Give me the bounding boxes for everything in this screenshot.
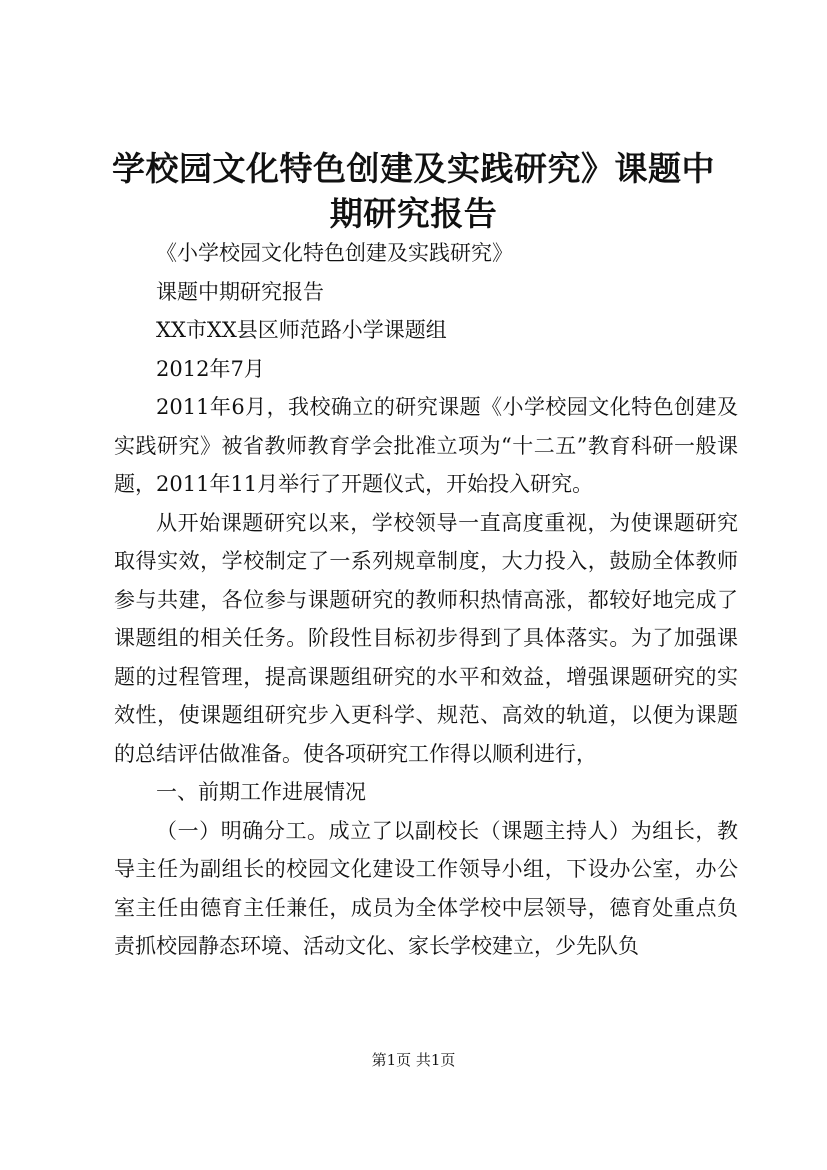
body-paragraph: 从开始课题研究以来，学校领导一直高度重视，为使课题研究取得实效，学校制定了一系列规章制度，大力投入，鼓励全体教师参与共建，各位参与课题研究的教师积热情高涨，都较好地完成了课题组的相关任务。阶段性目标初步得到了具体落实。为了加强课题的过程管理，提高课题组研究的水平和效益，增强课题研究的实效性，使课题组研究步入更科学、规范、高效的轨道，以便为课题的总结评估做准备。使各项研究工作得以顺利进行， — [114, 510, 738, 766]
subtitle-paragraph: 《小学校园文化特色创建及实践研究》 — [156, 241, 513, 265]
document-title: 学校园文化特色创建及实践研究》课题中期研究报告 — [112, 149, 715, 233]
report-label-paragraph: 课题中期研究报告 — [156, 279, 324, 304]
date-paragraph: 2012年7月 — [156, 356, 265, 381]
body-paragraph: （一）明确分工。成立了以副校长（课题主持人）为组长，教导主任为副组长的校园文化建设工作领导小组，下设办公室，办公室主任由德育主任兼任，成员为全体学校中层领导，德育处重点负责抓校园静态环境、活动文化、家长学校建立，少先队负 — [114, 818, 738, 958]
section-heading: 一、前期工作进展情况 — [156, 780, 366, 804]
body-paragraph: 2011年6月，我校确立的研究课题《小学校园文化特色创建及实践研究》被省教师教育学会批准立项为“十二五”教育科研一般课题，2011年11月举行了开题仪式，开始投入研究。 — [114, 395, 738, 496]
author-paragraph: XX市XX县区师范路小学课题组 — [156, 318, 447, 342]
page-footer: 第1页 共1页 — [371, 1051, 456, 1069]
document-body — [114, 234, 738, 966]
